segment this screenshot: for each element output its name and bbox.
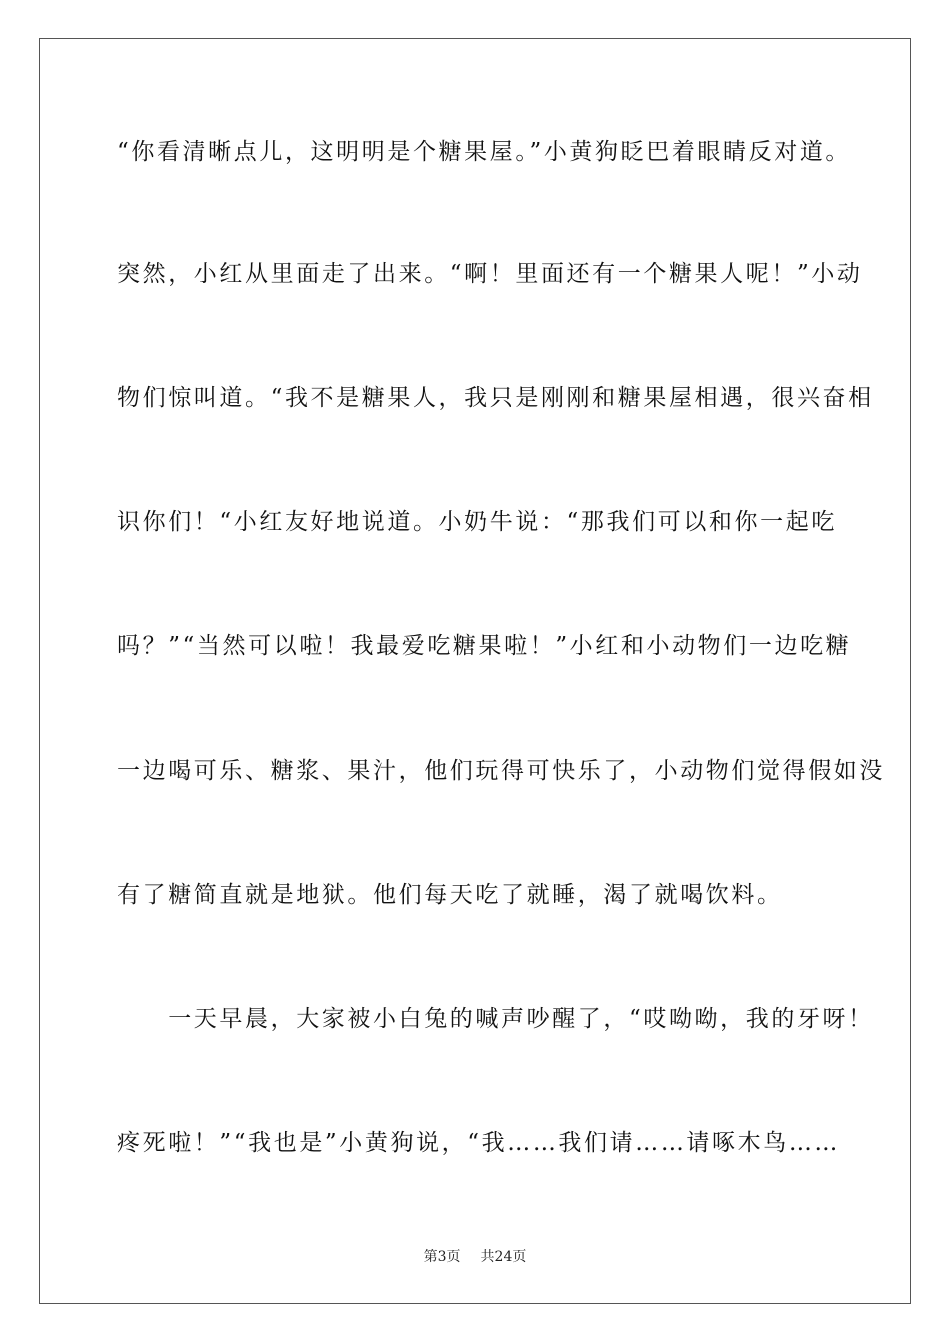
paragraph-line-3: 物们惊叫道。“我不是糖果人，我只是刚刚和糖果屋相遇，很兴奋相 — [117, 385, 874, 411]
paragraph-line-8: 一天早晨，大家被小白兔的喊声吵醒了，“哎呦呦，我的牙呀！ — [117, 1006, 874, 1032]
paragraph-line-9: 疼死啦！”“我也是”小黄狗说，“我……我们请……请啄木鸟…… — [117, 1130, 841, 1156]
paragraph-line-4: 识你们！“小红友好地说道。小奶牛说：“那我们可以和你一起吃 — [117, 509, 837, 535]
paragraph-line-2: 突然，小红从里面走了出来。“啊！里面还有一个糖果人呢！”小动 — [117, 261, 863, 287]
page-footer — [0, 1248, 950, 1266]
paragraph-line-1: “你看清晰点儿，这明明是个糖果屋。”小黄狗眨巴着眼睛反对道。 — [117, 139, 852, 165]
page-number: 第3页 — [423, 1249, 461, 1265]
paragraph-line-6: 一边喝可乐、糖浆、果汁，他们玩得可快乐了，小动物们觉得假如没 — [117, 758, 885, 784]
paragraph-line-5: 吗？”“当然可以啦！我最爱吃糖果啦！”小红和小动物们一边吃糖 — [117, 633, 852, 659]
paragraph-line-7: 有了糖简直就是地狱。他们每天吃了就睡，渴了就喝饮料。 — [117, 882, 783, 908]
page-border — [39, 38, 911, 1304]
page-total: 共24页 — [480, 1249, 527, 1265]
